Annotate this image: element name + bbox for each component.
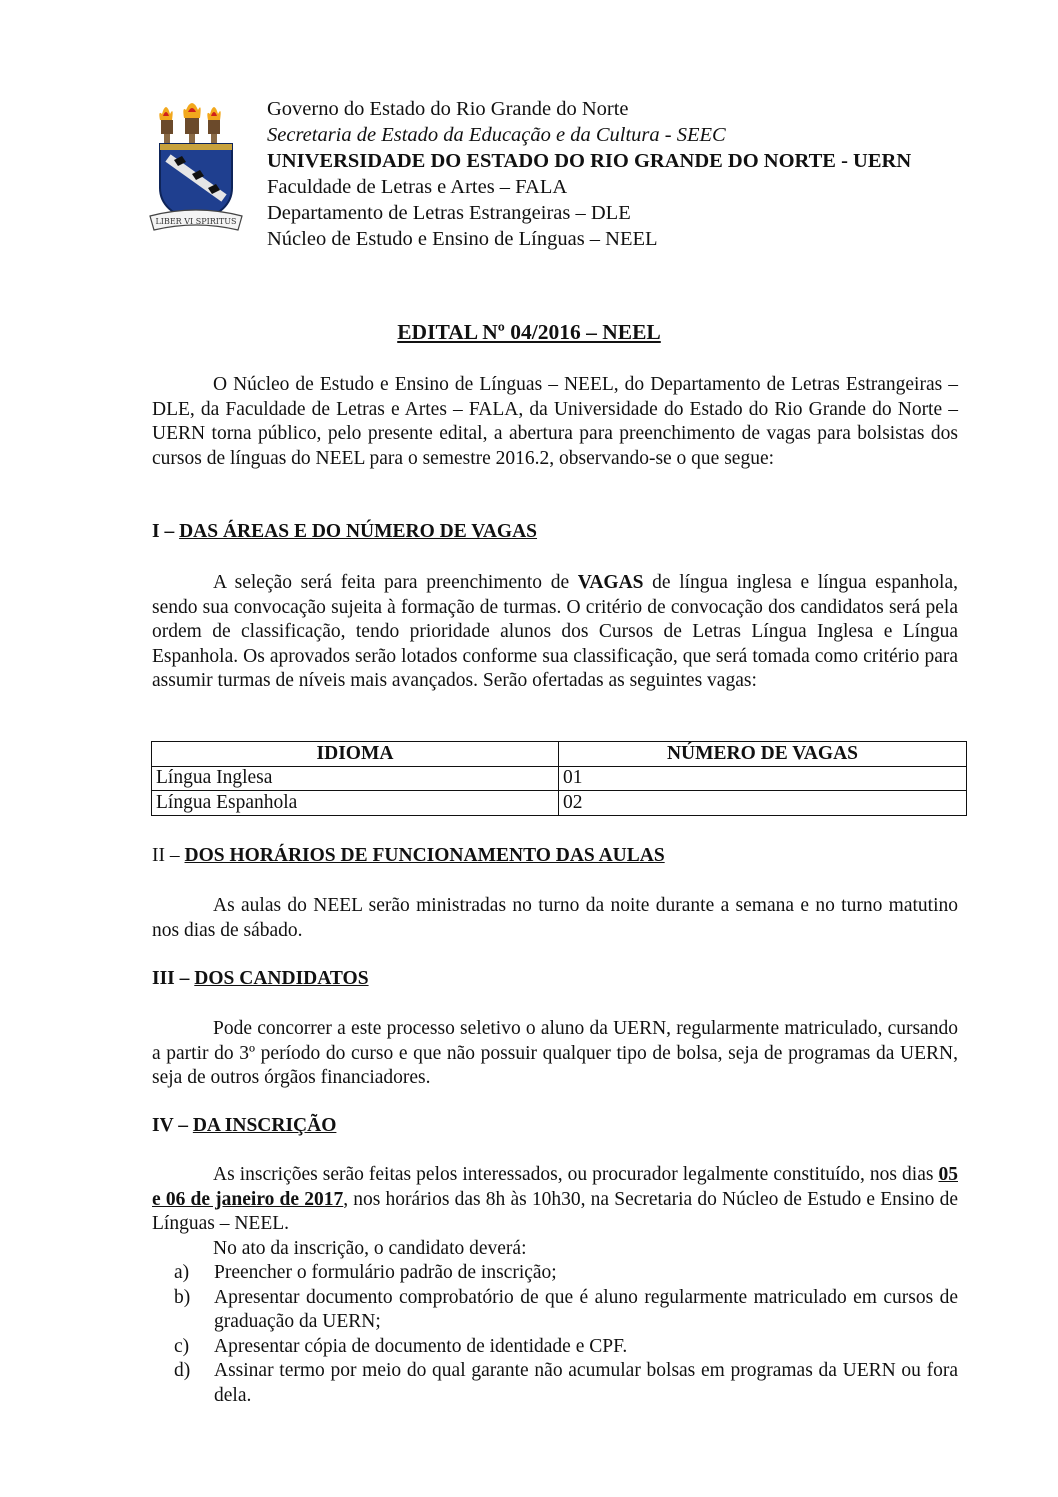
- section-4-lead: No ato da inscrição, o candidato deverá:: [213, 1238, 527, 1259]
- header-faculty: Faculdade de Letras e Artes – FALA: [267, 176, 568, 198]
- list-item: c) Apresentar cópia de documento de identidade e CPF.: [174, 1335, 628, 1357]
- crest-motto: LIBER VI SPIRITUS: [155, 217, 237, 226]
- header-department: Departamento de Letras Estrangeiras – DLE: [267, 202, 631, 224]
- intro-paragraph: O Núcleo de Estudo e Ensino de Línguas – NEEL, do Departamento de Letras Estrangeiras – DLE, da Faculdade de Letras e Artes – FALA, da Universidade do Estado do Rio Grande do Norte – UERN torna público, pelo presente edital, a abertura para preenchimento de vagas para bolsistas dos cursos de línguas do NEEL para o semestre 2016.2, observando-se o que segue:: [152, 374, 958, 469]
- header-nucleus: Núcleo de Estudo e Ensino de Línguas – NEEL: [267, 228, 658, 250]
- section-3-heading: III – DOS CANDIDATOS: [152, 968, 369, 989]
- list-item: d) Assinar termo por meio do qual garante não acumular bolsas em programas da UERN ou fora dela.: [174, 1360, 958, 1406]
- registration-dates: 05 e 06 de janeiro de 2017: [152, 1164, 958, 1210]
- col-header-idioma: IDIOMA: [152, 742, 559, 767]
- letterhead: [148, 96, 968, 256]
- cell-vacancies: 01: [559, 766, 967, 791]
- cell-language: Língua Espanhola: [152, 791, 559, 816]
- col-header-vagas: NÚMERO DE VAGAS: [559, 742, 967, 767]
- cell-language: Língua Inglesa: [152, 766, 559, 791]
- section-1-paragraph: A seleção será feita para preenchimento de VAGAS de língua inglesa e língua espanhola, sendo sua convocação sujeita à formação de turmas. O critério de convocação dos candidatos será pela ordem de classificação, tendo prioridade alunos dos Cursos de Letras Língua Inglesa e Língua Espanhola. Os aprovados serão lotados conforme sua classificação, que será tomada como critério para assumir turmas de níveis mais avançados. Serão ofertadas as seguintes vagas:: [152, 572, 958, 692]
- list-item: a) Preencher o formulário padrão de inscrição;: [174, 1262, 557, 1283]
- section-2-paragraph: As aulas do NEEL serão ministradas no turno da noite durante a semana e no turno matutino nos dias de sábado.: [152, 895, 958, 941]
- section-4-heading: IV – DA INSCRIÇÃO: [152, 1115, 337, 1136]
- table-row: [152, 766, 967, 791]
- section-2-heading: II – DOS HORÁRIOS DE FUNCIONAMENTO DAS AULAS: [152, 845, 665, 866]
- requirements-list: [152, 1261, 958, 1409]
- cell-vacancies: 02: [559, 791, 967, 816]
- edital-title: EDITAL Nº 04/2016 – NEEL: [397, 320, 661, 344]
- section-3-paragraph: Pode concorrer a este processo seletivo o aluno da UERN, regularmente matriculado, cursando a partir do 3º período do curso e que não possuir qualquer tipo de bolsa, seja de programas da UERN, seja de outros órgãos financiadores.: [152, 1018, 958, 1089]
- list-item: b) Apresentar documento comprobatório de que é aluno regularmente matriculado em cursos de graduação da UERN;: [174, 1286, 958, 1333]
- table-header-row: [152, 742, 967, 767]
- header-secretariat: Secretaria de Estado da Educação e da Cultura - SEEC: [267, 124, 726, 146]
- section-4-paragraph: As inscrições serão feitas pelos interessados, ou procurador legalmente constituído, nos dias 05 e 06 de janeiro de 2017, nos horários das 8h às 10h30, na Secretaria do Núcleo de Estudo e Ensino de Línguas – NEEL.: [152, 1164, 958, 1235]
- header-government: Governo do Estado do Rio Grande do Norte: [267, 98, 629, 120]
- vacancies-table: [151, 741, 967, 816]
- letterhead-lines: [267, 96, 911, 252]
- table-row: [152, 791, 967, 816]
- university-crest-logo: [148, 98, 244, 238]
- header-university: UNIVERSIDADE DO ESTADO DO RIO GRANDE DO NORTE - UERN: [267, 150, 912, 172]
- section-1-heading: I – DAS ÁREAS E DO NÚMERO DE VAGAS: [152, 521, 538, 542]
